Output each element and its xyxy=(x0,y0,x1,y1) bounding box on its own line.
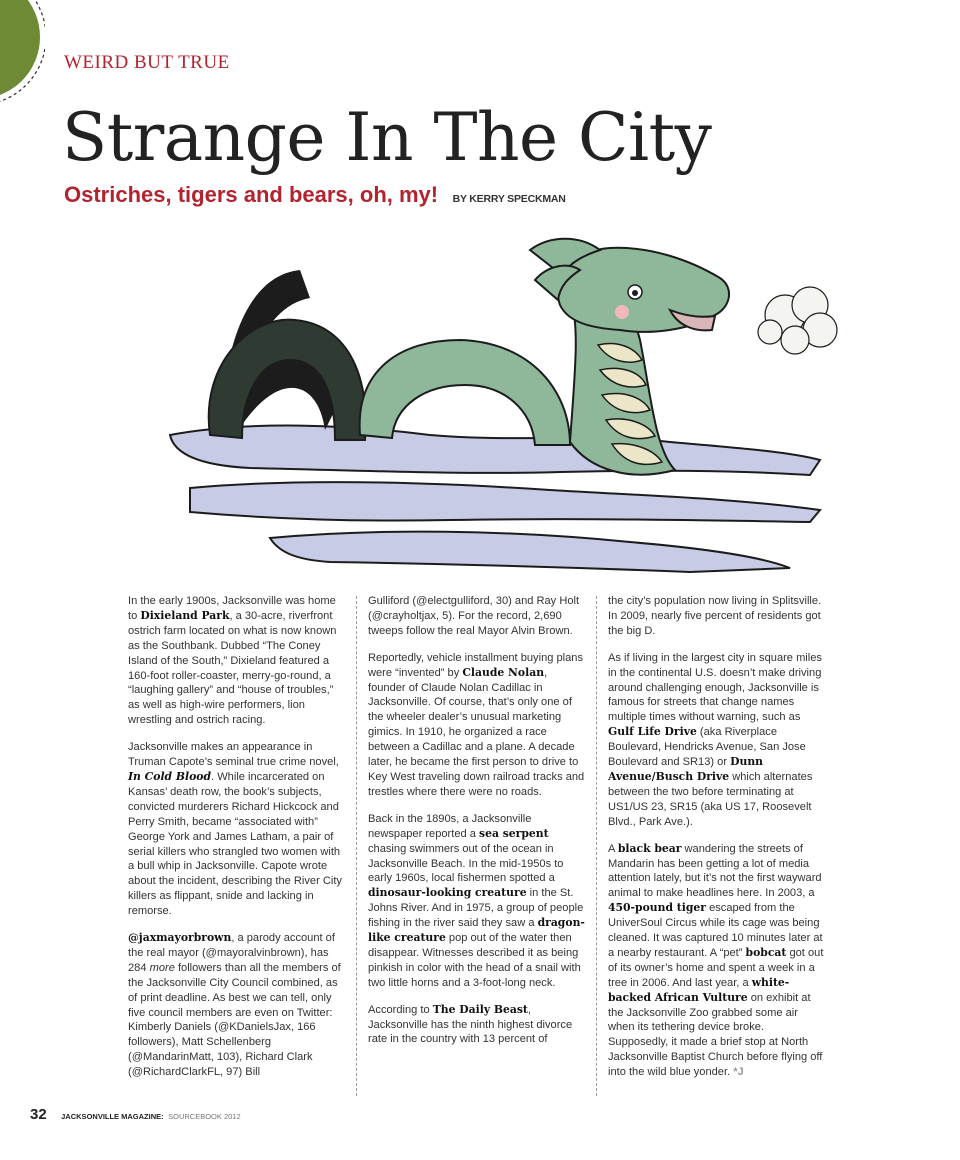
article-column-1 xyxy=(128,594,346,1092)
corner-tab xyxy=(0,0,45,110)
article-column-3 xyxy=(608,594,826,1092)
article-column-2 xyxy=(368,594,586,1059)
page-number: 32 xyxy=(30,1106,47,1123)
article-title: Strange In The City xyxy=(62,99,712,176)
paragraph: In the early 1900s, Jacksonville was home to Dixieland Park, a 30-acre, riverfront ostrich farm located on what is now known as the Southbank. Dubbed “The Coney Island of the South,” Dixieland featured a 160-foot roller-coaster, merry-go-round, a “laughing gallery” and “house of troubles,” as well as high-wire performers, lion wrestling and ostrich racing. xyxy=(128,595,337,727)
paragraph: @jaxmayorbrown, a parody account of the real mayor (@mayoralvinbrown), has 284 more followers than all the members of the Jacksonville City Council combined, as of print deadline. As best we can tell, only five council members are even on Twitter: Kimberly Daniels (@KDanielsJax, 166 followers), Matt Schellenberg (@MandarinMatt, 103), Richard Clark (@RichardClarkFL, 97) Bill xyxy=(128,931,341,1079)
column-divider xyxy=(356,596,357,1096)
column-divider xyxy=(596,596,597,1096)
paragraph: Back in the 1890s, a Jacksonville newspaper reported a sea serpent chasing swimmers out of the ocean in Jacksonville Beach. In the mid-1950s to early 1960s, local fishermen spotted a dinosaur-looking creature in the St. Johns River. And in 1975, a group of people fishing in the river said they saw a dragon-like creature pop out of the water then disappear. Witnesses described it as being pinkish in color with the head of a snail with two little horns and a 3-foot-long neck. xyxy=(368,812,585,989)
paragraph: According to The Daily Beast, Jacksonville has the ninth highest divorce rate in the country with 13 percent of xyxy=(368,1002,573,1046)
section-kicker: WEIRD BUT TRUE xyxy=(64,52,230,73)
page-footer xyxy=(30,1106,241,1124)
magazine-name: JACKSONVILLE MAGAZINE: xyxy=(61,1112,164,1121)
paragraph: A black bear wandering the streets of Mandarin has been getting a lot of media attention lately, but it’s not the first wayward animal to make headlines here. In 2003, a 450-pound tiger escaped from the UniverSoul Circus while its cage was being cleaned. It was captured 10 minutes later at a nearby restaurant. A “pet” bobcat got out of its owner’s home and spent a week in a tree in 2006. And last year, a white-backed African Vulture on exhibit at the Jacksonville Zoo grabbed some air when its tethering device broke. Supposedly, it made a brief stop at North Jacksonville Baptist Church before flying off into the wild blue yonder. *J xyxy=(608,841,824,1079)
sea-serpent-illustration xyxy=(130,220,850,585)
paragraph: As if living in the largest city in square miles in the continental U.S. doesn’t make driving around challenging enough, Jacksonville is famous for streets that change names multiple times without warning, such as Gulf Life Drive (aka Riverplace Boulevard, Hendricks Avenue, San Jose Boulevard and SR13) or Dunn Avenue/Busch Drive which alternates between the two before terminating at US1/US 23, SR15 (aka US 17, Roosevelt Blvd., Park Ave.). xyxy=(608,651,822,828)
paragraph: Reportedly, vehicle installment buying plans were “invented” by Claude Nolan, founder of Claude Nolan Cadillac in Jacksonville. Of course, that’s only one of the wheeler dealer’s unusual marketing gimics. In 1910, he organized a race between a Cadillac and a plane. A decade later, he became the first person to drive to Key West traveling down railroad tracks and trestles where there were no roads. xyxy=(368,651,585,798)
paragraph: Gulliford (@electgulliford, 30) and Ray Holt (@crayholtjax, 5). For the record, 2,690 tweeps follow the real Mayor Alvin Brown. xyxy=(368,595,580,637)
issue-name: SOURCEBOOK 2012 xyxy=(168,1112,241,1121)
deck-row xyxy=(64,182,566,208)
article-deck: Ostriches, tigers and bears, oh, my! xyxy=(64,182,439,207)
byline: BY KERRY SPECKMAN xyxy=(452,193,566,205)
paragraph: the city’s population now living in Splitsville. In 2009, nearly five percent of residents got the big D. xyxy=(608,595,822,637)
end-mark: *J xyxy=(733,1066,744,1079)
paragraph: Jacksonville makes an appearance in Truman Capote’s seminal true crime novel, In Cold Blood. While incarcerated on Kansas’ death row, the book’s subjects, convicted murderers Richard Hickcock and Perry Smith, became “associated with” George York and James Latham, a pair of serial killers who strangled two women with a bull whip in Jacksonville. Capote wrote about the incident, describing the River City killers as flippant, snide and lacking in remorse. xyxy=(128,741,342,918)
